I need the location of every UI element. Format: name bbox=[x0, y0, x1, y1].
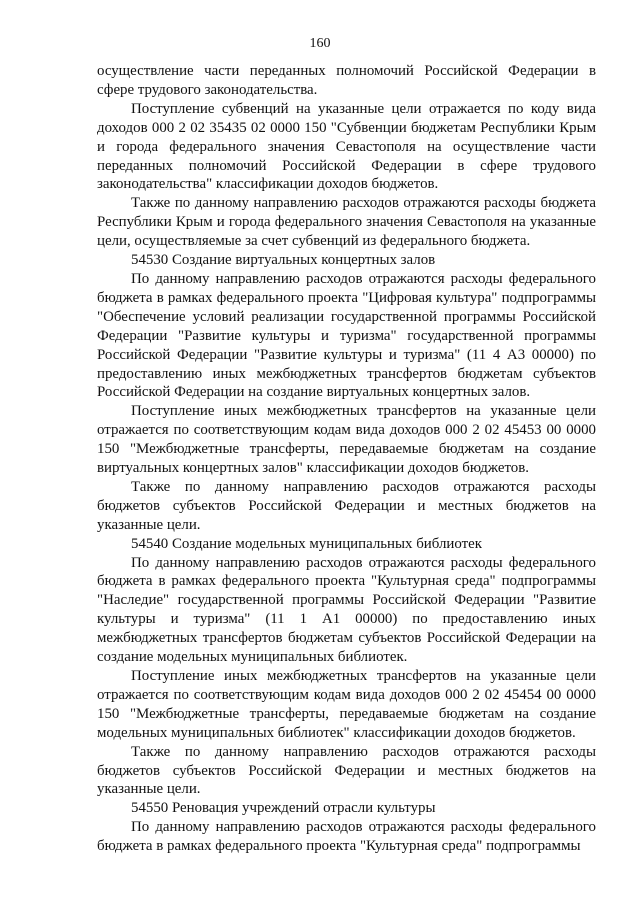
paragraph: По данному направлению расходов отражаются расходы федерального бюджета в рамках федерального проекта "Цифровая культура" подпрограммы "Обеспечение условий реализации государственной программы Российской Федерации "Развитие культуры и туризма" государственной программы Российской Федерации "Развитие культуры и туризма" (11 4 А3 00000) по предоставлению иных межбюджетных трансфертов бюджетам субъектов Российской Федерации на создание виртуальных концертных залов. bbox=[97, 270, 596, 401]
paragraph: По данному направлению расходов отражаются расходы федерального бюджета в рамках федерального проекта "Культурная среда" подпрограммы bbox=[97, 819, 596, 855]
document-body bbox=[97, 62, 596, 856]
paragraph: Также по данному направлению расходов отражаются расходы бюджетов субъектов Российской Федерации и местных бюджетов на указанные цели. bbox=[97, 478, 596, 533]
page-number: 160 bbox=[309, 36, 331, 51]
paragraph: 54550 Реновация учреждений отрасли культуры bbox=[131, 800, 436, 817]
paragraph: Поступление иных межбюджетных трансфертов на указанные цели отражается по соответствующим кодам вида доходов 000 2 02 45453 00 0000 150 "Межбюджетные трансферты, передаваемые бюджетам на создание виртуальных концертных залов" классификации доходов бюджетов. bbox=[97, 403, 596, 477]
paragraph: 54530 Создание виртуальных концертных залов bbox=[131, 252, 436, 269]
paragraph: осуществление части переданных полномочий Российской Федерации в сфере трудового законодательства. bbox=[97, 63, 596, 98]
paragraph: Также по данному направлению расходов отражаются расходы бюджета Республики Крым и города федерального значения Севастополя на указанные цели, осуществляемые за счет субвенций из федерального бюджета. bbox=[97, 195, 596, 250]
paragraph: По данному направлению расходов отражаются расходы федерального бюджета в рамках федерального проекта "Культурная среда" подпрограммы "Наследие" государственной программы Российской Федерации "Развитие культуры и туризма" (11 1 А1 00000) по предоставлению иных межбюджетных трансфертов бюджетам субъектов Российской Федерации на создание модельных муниципальных библиотек. bbox=[97, 554, 596, 666]
paragraph: Поступление субвенций на указанные цели отражается по коду вида доходов 000 2 02 35435 02 0000 150 "Субвенции бюджетам Республики Крым и города федерального значения Севастополя на осуществление части переданных полномочий Российской Федерации в сфере трудового законодательства" классификации доходов бюджетов. bbox=[97, 100, 596, 193]
paragraph: Поступление иных межбюджетных трансфертов на указанные цели отражается по соответствующим кодам вида доходов 000 2 02 45454 00 0000 150 "Межбюджетные трансферты, передаваемые бюджетам на создание модельных муниципальных библиотек" классификации доходов бюджетов. bbox=[97, 668, 596, 741]
paragraph: 54540 Создание модельных муниципальных библиотек bbox=[131, 535, 482, 552]
paragraph: Также по данному направлению расходов отражаются расходы бюджетов субъектов Российской Федерации и местных бюджетов на указанные цели. bbox=[97, 743, 596, 798]
